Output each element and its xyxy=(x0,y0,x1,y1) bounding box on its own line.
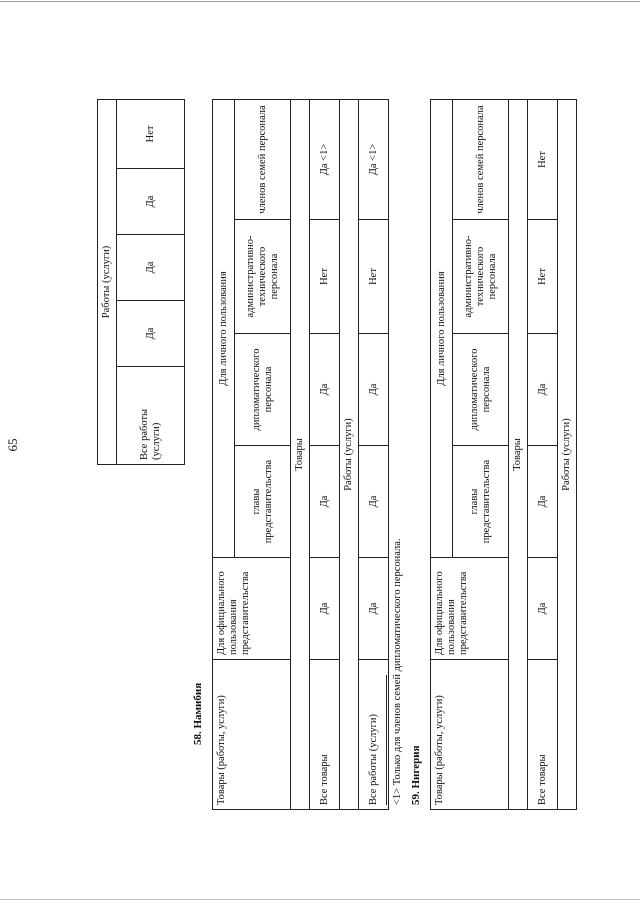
namibia-header-personal: Для личного пользования xyxy=(213,100,235,558)
namibia-section-works: Работы (услуги) xyxy=(340,100,359,810)
nigeria-header-personal: Для личного пользования xyxy=(431,100,453,558)
namibia-sub-family: членов семей персонала xyxy=(235,100,291,220)
namibia-table xyxy=(212,99,389,810)
top-cell: Да xyxy=(117,169,185,235)
namibia-sub-admin: административно-технического персонала xyxy=(235,220,291,334)
nigeria-cell: Да xyxy=(528,446,558,558)
top-cell: Нет xyxy=(117,99,185,168)
top-cell: Да xyxy=(117,301,185,367)
nigeria-sub-diplomatic: дипломатического персонала xyxy=(453,334,509,446)
nigeria-table xyxy=(430,99,577,810)
nigeria-sub-head: главы представительства xyxy=(453,446,509,558)
nigeria-cell: Нет xyxy=(528,220,558,334)
namibia-section-goods: Товары xyxy=(291,100,310,810)
top-table xyxy=(97,99,185,465)
namibia-cell: Да <1> xyxy=(359,100,389,220)
namibia-header-official: Для официального пользования представительства xyxy=(213,558,291,660)
nigeria-cell: Нет xyxy=(528,100,558,220)
namibia-heading: 58. Намибия xyxy=(192,682,204,745)
namibia-cell: Да xyxy=(359,558,389,660)
namibia-sub-diplomatic: дипломатического персонала xyxy=(235,334,291,446)
nigeria-section-goods: Товары xyxy=(509,100,528,810)
nigeria-header-goods: Товары (работы, услуги) xyxy=(431,660,509,810)
namibia-cell: Нет xyxy=(359,220,389,334)
page-number: 65 xyxy=(5,438,20,452)
top-row-label: Все работы (услуги) xyxy=(117,367,185,465)
nigeria-sub-family: членов семей персонала xyxy=(453,100,509,220)
namibia-cell: Да xyxy=(310,334,340,446)
nigeria-section-works: Работы (услуги) xyxy=(558,100,577,810)
namibia-cell: Да <1> xyxy=(310,100,340,220)
namibia-sub-head: главы представительства xyxy=(235,446,291,558)
footnote-separator xyxy=(386,675,387,805)
footnote-text: <1> Только для членов семей дипломатического персонала. xyxy=(392,538,403,805)
namibia-row-goods-label: Все товары xyxy=(310,660,340,810)
namibia-cell: Да xyxy=(359,334,389,446)
top-cell: Да xyxy=(117,235,185,301)
namibia-cell: Да xyxy=(310,446,340,558)
nigeria-cell: Да xyxy=(528,334,558,446)
nigeria-row-goods-label: Все товары xyxy=(528,660,558,810)
nigeria-cell: Да xyxy=(528,558,558,660)
namibia-cell: Да xyxy=(310,558,340,660)
nigeria-header-official: Для официального пользования представительства xyxy=(431,558,509,660)
namibia-cell: Да xyxy=(359,446,389,558)
nigeria-heading: 59. Нигерия xyxy=(410,745,422,805)
top-section-works: Работы (услуги) xyxy=(98,99,117,464)
namibia-header-goods: Товары (работы, услуги) xyxy=(213,660,291,810)
namibia-row-works-label: Все работы (услуги) xyxy=(359,660,389,810)
namibia-cell: Нет xyxy=(310,220,340,334)
nigeria-sub-admin: административно-технического персонала xyxy=(453,220,509,334)
